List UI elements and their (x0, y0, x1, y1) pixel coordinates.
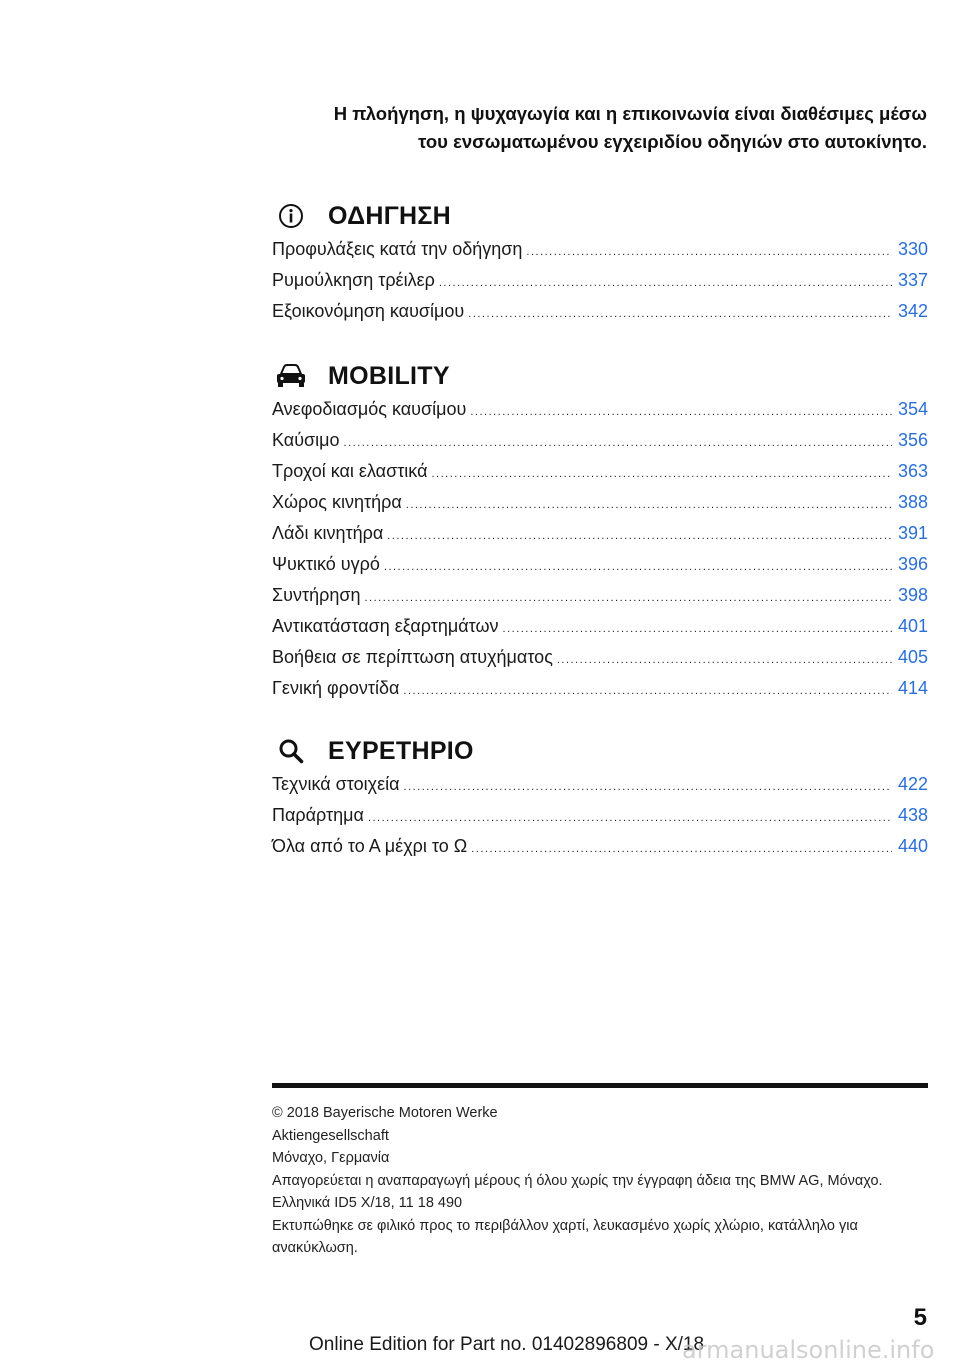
toc-leader-dots (364, 593, 891, 604)
section-header (272, 356, 928, 396)
toc-page-link[interactable]: 414 (897, 678, 928, 698)
toc-leader-dots (404, 782, 892, 793)
toc-entry[interactable] (272, 399, 928, 430)
toc-entry-title: Ρυμούλκηση τρέιλερ (272, 270, 435, 290)
toc-entry[interactable] (272, 301, 928, 332)
section-header (272, 196, 928, 236)
toc-entry[interactable] (272, 554, 928, 585)
toc-entry-title: Τροχοί και ελαστικά (272, 461, 428, 481)
intro-line-1: Η πλοήγηση, η ψυχαγωγία και η επικοινωνία είναι διαθέσιμες μέσω (333, 103, 927, 124)
toc-page-link[interactable]: 337 (897, 270, 928, 290)
toc-entry-title: Λάδι κινητήρα (272, 523, 384, 543)
toc-leader-dots (384, 562, 892, 573)
toc-leader-dots (468, 309, 892, 320)
toc-entry-title: Τεχνικά στοιχεία (272, 774, 400, 794)
toc-entry[interactable] (272, 270, 928, 301)
watermark: armanualsonline.info (682, 1336, 935, 1364)
toc-page-link[interactable]: 398 (897, 585, 928, 605)
toc-entry[interactable] (272, 239, 928, 270)
toc-leader-dots (503, 624, 892, 635)
toc-page-link[interactable]: 391 (897, 523, 928, 543)
toc-page-link[interactable]: 438 (897, 805, 928, 825)
toc-leader-dots (403, 686, 892, 697)
section-driving (272, 196, 928, 332)
toc-entry[interactable] (272, 585, 928, 616)
toc-entry[interactable] (272, 836, 928, 867)
toc-page-link[interactable]: 330 (897, 239, 928, 259)
toc-entry-title: Προφυλάξεις κατά την οδήγηση (272, 239, 523, 259)
toc-page-link[interactable]: 342 (897, 301, 928, 321)
search-icon (274, 734, 308, 768)
imprint (272, 1102, 928, 1260)
toc-entry[interactable] (272, 678, 928, 709)
toc-entry-title: Συντήρηση (272, 585, 361, 605)
toc-leader-dots (344, 438, 892, 449)
divider-rule (272, 1083, 928, 1088)
imprint-location: Μόναχο, Γερμανία (272, 1150, 390, 1166)
section-title: MOBILITY (328, 361, 450, 390)
imprint-rights: Απαγορεύεται η αναπαραγωγή μέρους ή όλου χωρίς την έγγραφη άδεια της BMW AG, Μόναχο. (272, 1172, 883, 1189)
toc-leader-dots (406, 500, 892, 511)
toc-entry-title: Χώρος κινητήρα (272, 492, 402, 512)
toc-entry-title: Παράρτημα (272, 805, 364, 825)
toc-leader-dots (526, 247, 892, 258)
toc-entry-title: Ανεφοδιασμός καυσίμου (272, 399, 467, 419)
intro-text (227, 100, 927, 156)
toc-entry-title: Γενική φροντίδα (272, 678, 400, 698)
toc-page-link[interactable]: 354 (897, 399, 928, 419)
online-edition-footer: Online Edition for Part no. 01402896809 - X/18 (309, 1334, 705, 1355)
toc-leader-dots (471, 844, 892, 855)
toc-page-link[interactable]: 388 (897, 492, 928, 512)
toc-entry[interactable] (272, 492, 928, 523)
toc-page-link[interactable]: 422 (897, 774, 928, 794)
imprint-copyright: © 2018 Bayerische Motoren Werke (272, 1105, 498, 1121)
page-number: 5 (913, 1304, 927, 1331)
info-icon (274, 199, 308, 233)
toc-entry-title: Αντικατάσταση εξαρτημάτων (272, 616, 499, 636)
toc-leader-dots (432, 469, 892, 480)
toc-entry[interactable] (272, 647, 928, 678)
toc-entry-title: Ψυκτικό υγρό (272, 554, 380, 574)
imprint-company: Aktiengesellschaft (272, 1127, 389, 1144)
toc-leader-dots (439, 278, 892, 289)
toc-page-link[interactable]: 440 (897, 836, 928, 856)
toc-leader-dots (470, 407, 892, 418)
toc-leader-dots (387, 531, 892, 542)
toc-page-link[interactable]: 396 (897, 554, 928, 574)
toc-leader-dots (368, 813, 892, 824)
toc-entry[interactable] (272, 461, 928, 492)
toc-entry[interactable] (272, 430, 928, 461)
toc-page-link[interactable]: 401 (897, 616, 928, 636)
intro-line-2: του ενσωματωμένου εγχειριδίου οδηγιών στο αυτοκίνητο. (418, 131, 927, 152)
toc-entry[interactable] (272, 616, 928, 647)
toc-entry-title: Καύσιμο (272, 430, 340, 450)
section-mobility (272, 356, 928, 709)
imprint-paper-note: Εκτυπώθηκε σε φιλικό προς το περιβάλλον χαρτί, λευκασμένο χωρίς χλώριο, κατάλληλο για ανακύκλωση. (272, 1217, 858, 1256)
toc-entry[interactable] (272, 774, 928, 805)
section-index (272, 731, 928, 867)
section-title: ΟΔΗΓΗΣΗ (328, 201, 452, 230)
toc-entry-title: Εξοικονόμηση καυσίμου (272, 301, 465, 321)
toc-page-link[interactable]: 363 (897, 461, 928, 481)
toc-page-link[interactable]: 356 (897, 430, 928, 450)
toc-entry[interactable] (272, 805, 928, 836)
section-title: ΕΥΡΕΤΗΡΙΟ (328, 736, 474, 765)
toc-entry-title: Βοήθεια σε περίπτωση ατυχήματος (272, 647, 553, 667)
section-header (272, 731, 928, 771)
toc-leader-dots (557, 655, 892, 666)
imprint-edition: Ελληνικά ID5 X/18, 11 18 490 (272, 1195, 463, 1211)
toc-entry[interactable] (272, 523, 928, 554)
toc-page-link[interactable]: 405 (897, 647, 928, 667)
toc-entry-title: Όλα από το Α μέχρι το Ω (272, 836, 468, 856)
car-icon (274, 359, 308, 393)
